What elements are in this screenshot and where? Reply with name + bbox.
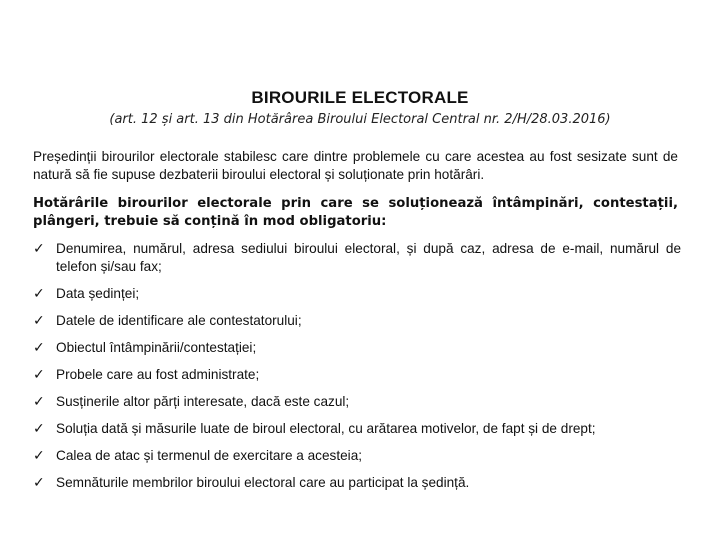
list-item-text: Datele de identificare ale contestatorului; — [56, 313, 302, 328]
requirements-list — [33, 240, 681, 501]
list-item — [33, 366, 681, 384]
list-item — [33, 447, 681, 465]
list-item — [33, 285, 681, 303]
list-item — [33, 312, 681, 330]
list-item-text: Data ședinței; — [56, 286, 140, 301]
list-item — [33, 393, 681, 411]
list-item — [33, 474, 681, 492]
requirements-heading: Hotărârile birourilor electorale prin care se soluționează întâmpinări, contestații, plângeri, trebuie să conțină în mod obligatoriu: — [33, 196, 678, 229]
check-icon: ✓ — [33, 421, 45, 437]
check-icon: ✓ — [33, 286, 45, 302]
list-item — [33, 339, 681, 357]
check-icon: ✓ — [33, 448, 45, 464]
list-item-text: Denumirea, numărul, adresa sediului biroului electoral, și după caz, adresa de e-mail, numărul de telefon și/sau fax; — [56, 241, 681, 274]
check-icon: ✓ — [33, 394, 45, 410]
intro-paragraph: Președinții birourilor electorale stabilesc care dintre problemele cu care acestea au fost sesizate sunt de natură să fie supuse dezbaterii biroului electoral și soluționate prin hotărâri. — [33, 149, 678, 182]
list-item — [33, 240, 681, 276]
check-icon: ✓ — [33, 313, 45, 329]
list-item-text: Soluția dată și măsurile luate de biroul electoral, cu arătarea motivelor, de fapt și de drept; — [56, 421, 596, 436]
page-title: BIROURILE ELECTORALE — [251, 88, 469, 107]
list-item-text: Calea de atac și termenul de exercitare a acesteia; — [56, 448, 363, 463]
check-icon: ✓ — [33, 241, 45, 257]
list-item — [33, 420, 681, 438]
list-item-text: Obiectul întâmpinării/contestației; — [56, 340, 257, 355]
check-icon: ✓ — [33, 475, 45, 491]
list-item-text: Susținerile altor părți interesate, dacă este cazul; — [56, 394, 350, 409]
list-item-text: Semnăturile membrilor biroului electoral care au participat la ședință. — [56, 475, 470, 490]
check-icon: ✓ — [33, 340, 45, 356]
list-item-text: Probele care au fost administrate; — [56, 367, 260, 382]
check-icon: ✓ — [33, 367, 45, 383]
legal-reference-subtitle: (art. 12 și art. 13 din Hotărârea Biroului Electoral Central nr. 2/H/28.03.2016) — [109, 112, 611, 127]
